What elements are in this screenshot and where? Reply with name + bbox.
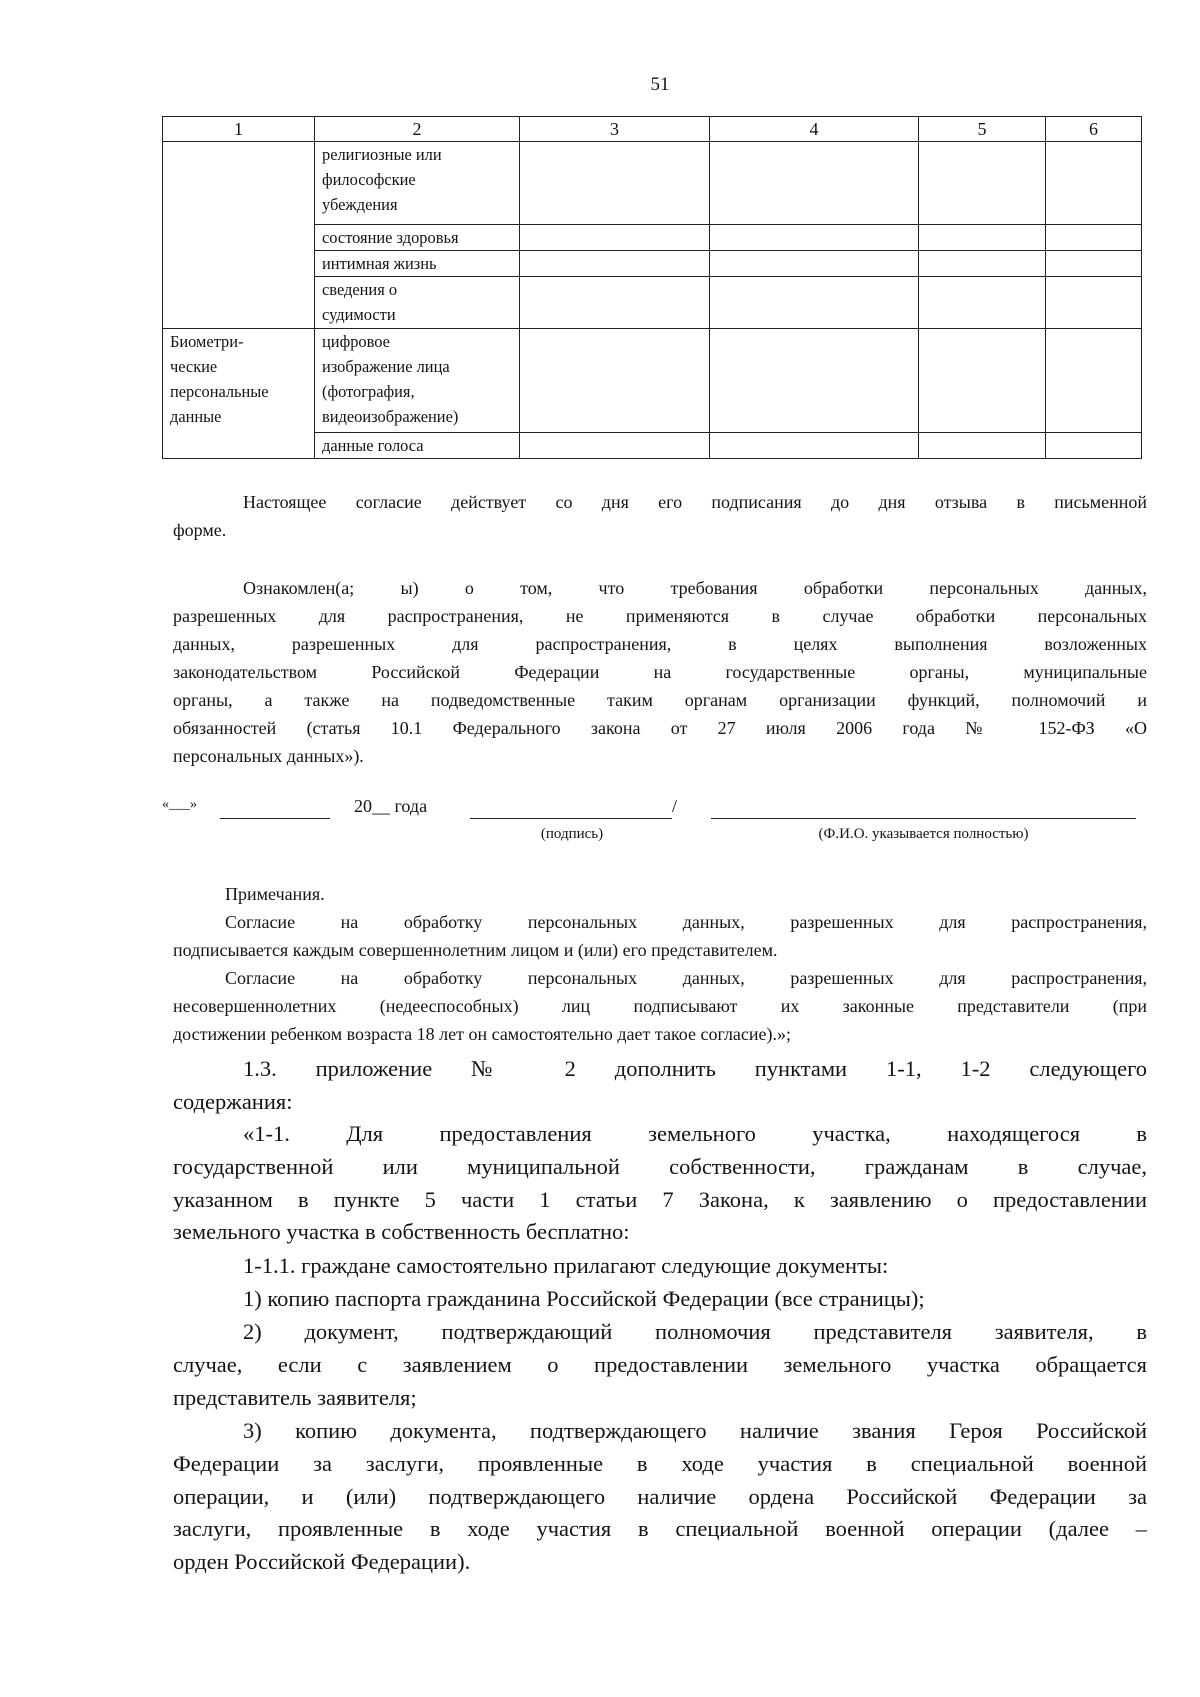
document-item-3 [173, 1415, 1147, 1579]
text-line: персональных данных»). [173, 746, 364, 766]
text-line: 2) документ, подтверждающий полномочия представителя заявителя, в [243, 1319, 1147, 1344]
text-line: законодательством Российской Федерации на государственные органы, муниципальные [173, 662, 1147, 682]
note-1 [173, 908, 1147, 964]
date-day-blank: «___» [162, 797, 197, 812]
note-2 [173, 964, 1147, 1048]
document-item-1 [173, 1283, 1147, 1316]
text-line: данных, разрешенных для распространения, в целях выполнения возложенных [173, 634, 1147, 654]
cell-line: сведения о [322, 280, 398, 299]
text-line: случае, если с заявлением о предоставлении земельного участка обращается [173, 1351, 1147, 1377]
cell-line: (фотография, [322, 382, 415, 401]
text-line: 1-1.1. граждане самостоятельно прилагают следующие документы: [243, 1253, 889, 1278]
text-line: 3) копию документа, подтверждающего наличие звания Героя Российской [243, 1418, 1147, 1443]
data-type-cell [315, 329, 520, 433]
cell-line: интимная жизнь [322, 254, 437, 273]
text-line: Примечания. [225, 884, 325, 904]
text-line: разрешенных для распространения, не применяются в случае обработки персональных [173, 606, 1147, 626]
text-line: 1.3. приложение № 2 дополнить пунктами 1-1, 1-2 следующего [243, 1056, 1147, 1081]
item-1-1-1 [173, 1250, 1147, 1283]
column-header: 4 [710, 117, 919, 142]
signature-label: (подпись) [540, 826, 604, 842]
text-line: заслуги, проявленные в ходе участия в специальной военной операции (далее – [173, 1516, 1147, 1542]
data-type-cell [315, 433, 520, 459]
table-row [163, 329, 1142, 433]
text-line: форме. [173, 520, 227, 540]
text-line: Ознакомлен(а; ы) о том, что требования обработки персональных данных, [243, 578, 1147, 598]
text-line: несовершеннолетних (недееспособных) лиц подписывают их законные представители (при [173, 996, 1147, 1016]
cell-line: ческие [170, 357, 218, 376]
text-line: достижении ребенком возраста 18 лет он самостоятельно дает такое согласие).»; [173, 1024, 792, 1044]
table-row [163, 142, 1142, 225]
date-month-blank [220, 818, 330, 819]
data-type-cell [315, 251, 520, 277]
slash-separator: / [672, 796, 678, 816]
text-line: указанном в пункте 5 части 1 статьи 7 Закона, к заявлению о предоставлении [173, 1186, 1147, 1212]
page-number: 51 [650, 74, 670, 95]
cell-line: изображение лица [322, 357, 450, 376]
text-line: обязанностей (статья 10.1 Федерального закона от 27 июля 2006 года № 152-ФЗ «О [173, 718, 1147, 738]
text-line: орден Российской Федерации). [173, 1549, 471, 1575]
column-header: 6 [1046, 117, 1142, 142]
text-line: Настоящее согласие действует со дня его подписания до дня отзыва в письменной [243, 492, 1147, 512]
data-type-cell [315, 225, 520, 251]
text-line: Согласие на обработку персональных данных, разрешенных для распространения, [225, 968, 1147, 988]
column-header: 5 [919, 117, 1046, 142]
cell-line: видеоизображение) [322, 407, 459, 426]
category-cell [163, 142, 315, 329]
text-line: представитель заявителя; [173, 1384, 417, 1410]
data-type-cell [315, 142, 520, 225]
text-line: подписывается каждым совершеннолетним лицом и (или) его представителем. [173, 940, 778, 960]
text-line: «1-1. Для предоставления земельного участка, находящегося в [243, 1121, 1147, 1146]
item-1-3 [173, 1053, 1147, 1119]
column-header: 2 [315, 117, 520, 142]
cell-line: данные [170, 407, 222, 426]
cell-line: цифровое [322, 332, 390, 351]
text-line: Согласие на обработку персональных данных, разрешенных для распространения, [225, 912, 1147, 932]
cell-line: персональные [170, 382, 269, 401]
document-item-2 [173, 1316, 1147, 1414]
text-line: 1) копию паспорта гражданина Российской Федерации (все страницы); [243, 1286, 925, 1311]
full-name-line [711, 818, 1136, 819]
acknowledgement-paragraph [173, 574, 1147, 770]
full-name-label: (Ф.И.О. указывается полностью) [818, 826, 1029, 842]
text-line: содержания: [173, 1088, 293, 1114]
cell-line: судимости [322, 305, 396, 324]
cell-line: состояние здоровья [322, 228, 459, 247]
personal-data-table [162, 116, 1142, 459]
cell-line: данные голоса [322, 436, 424, 455]
column-header: 1 [163, 117, 315, 142]
text-line: государственной или муниципальной собственности, гражданам в случае, [173, 1153, 1147, 1179]
cell-line: Биометри- [170, 332, 244, 351]
signature-line [470, 818, 672, 819]
category-cell [163, 329, 315, 459]
column-header: 3 [520, 117, 710, 142]
date-year-text: 20__ года [354, 796, 428, 816]
item-1-1 [173, 1118, 1147, 1249]
cell-line: религиозные или [322, 145, 442, 164]
validity-paragraph [173, 488, 1147, 544]
text-line: Федерации за заслуги, проявленные в ходе участия в специальной военной [173, 1450, 1147, 1476]
text-line: земельного участка в собственность бесплатно: [173, 1219, 630, 1245]
text-line: органы, а также на подведомственные таким органам организации функций, полномочий и [173, 690, 1147, 710]
cell-line: убеждения [322, 195, 398, 214]
notes-title [173, 880, 1147, 908]
data-type-cell [315, 277, 520, 329]
table-header-row [163, 117, 1142, 142]
text-line: операции, и (или) подтверждающего наличие ордена Российской Федерации за [173, 1483, 1147, 1509]
cell-line: философские [322, 170, 416, 189]
